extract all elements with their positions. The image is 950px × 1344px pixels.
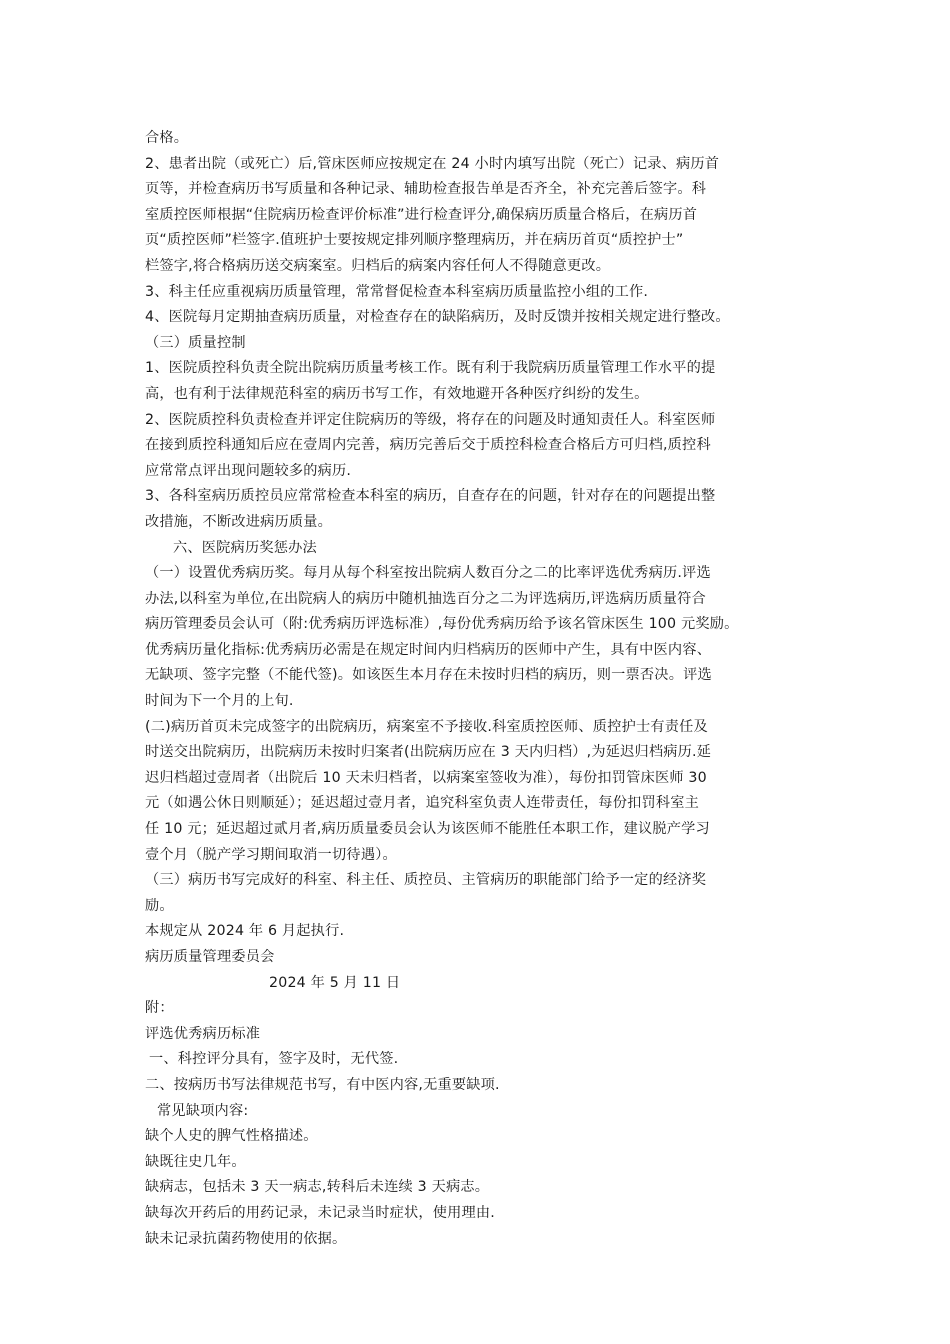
missing-item: 缺既往史几年。 [145,1153,246,1170]
text-line: （一）设置优秀病历奖。每月从每个科室按出院病人数百分之二的比率评选优秀病历.评选 [145,565,711,582]
text-line: 2、医院质控科负责检查并评定住院病历的等级，将存在的问题及时通知责任人。科室医师 [145,411,716,428]
text-line: 在接到质控科通知后应在壹周内完善，病历完善后交于质控科检查合格后方可归档,质控科 [145,437,711,454]
text-line: 4、医院每月定期抽查病历质量，对检查存在的缺陷病历，及时反馈并按相关规定进行整改。 [145,309,730,326]
text-line: 迟归档超过壹周者（出院后 10 天未归档者，以病案室签收为准），每份扣罚管床医师 30 [145,769,707,786]
missing-item: 缺未记录抗菌药物使用的依据。 [145,1230,347,1247]
text-line: 病历管理委员会认可（附:优秀病历评选标准）,每份优秀病历给予该名管床医生 100 元奖励。 [145,616,739,633]
text-line: 室质控医师根据“住院病历检查评价标准”进行检查评分,确保病历质量合格后，在病历首 [145,206,698,223]
missing-item: 缺每次开药后的用药记录，未记录当时症状，使用理由. [145,1204,496,1221]
text-line: 1、医院质控科负责全院出院病历质量考核工作。既有利于我院病历质量管理工作水平的提 [145,360,716,377]
text-line: 2、患者出院（或死亡）后,管床医师应按规定在 24 小时内填写出院（死亡）记录、病历首 [145,155,720,172]
document-body [145,126,825,1252]
missing-item: 缺个人史的脾气性格描述。 [145,1128,318,1145]
appendix-label: 附： [145,1000,174,1017]
text-line: 3、各科室病历质控员应常常检查本科室的病历，自查存在的问题，针对存在的问题提出整 [145,488,716,505]
text-line: 页“质控医师”栏签字.值班护士要按规定排列顺序整理病历，并在病历首页“质控护士” [145,232,684,249]
committee-name: 病历质量管理委员会 [145,949,275,965]
text-line: 改措施，不断改进病历质量。 [145,513,333,530]
text-line: (二)病历首页未完成签字的出院病历，病案室不予接收.科室质控医师、质控护士有责任及 [145,718,708,735]
missing-items-heading: 常见缺项内容: [157,1102,249,1119]
text-line: 无缺项、签字完整（不能代签)。如该医生本月存在未按时归档的病历，则一票否决。评选 [145,667,712,684]
text-line: 页等，并检查病历书写质量和各种记录、辅助检查报告单是否齐全，补充完善后签字。科 [145,181,707,198]
criteria-item: 二、按病历书写法律规范书写，有中医内容,无重要缺项. [145,1076,500,1093]
text-line: 励。 [145,897,174,914]
effective-date-line: 本规定从 2024 年 6 月起执行. [145,923,345,940]
text-line: 栏签字,将合格病历送交病案室。归档后的病案内容任何人不得随意更改。 [145,257,611,274]
signature-date: 2024 年 5 月 11 日 [269,974,401,991]
text-line: 高，也有利于法律规范科室的病历书写工作，有效地避开各种医疗纠纷的发生。 [145,385,649,402]
text-line: 3、科主任应重视病历质量管理，常常督促检查本科室病历质量监控小组的工作. [145,283,649,300]
appendix-title: 评选优秀病历标准 [145,1025,261,1042]
missing-item: 缺病志，包括未 3 天一病志,转科后未连续 3 天病志。 [145,1179,490,1196]
text-line: 元（如遇公休日则顺延）；延迟超过壹月者，追究科室负责人连带责任，每份扣罚科室主 [145,795,700,812]
text-line: 壹个月（脱产学习期间取消一切待遇）。 [145,846,397,863]
criteria-item: 一、科控评分具有，签字及时，无代签. [149,1051,399,1068]
section-heading: 六、医院病历奖惩办法 [173,539,317,556]
text-line: 办法,以科室为单位,在出院病人的病历中随机抽选百分之二为评选病历,评选病历质量符合 [145,590,706,607]
text-line: 任 10 元；延迟超过贰月者,病历质量委员会认为该医师不能胜任本职工作，建议脱产学习 [145,821,710,838]
text-line: 合格。 [145,130,189,146]
text-line: 优秀病历量化指标:优秀病历必需是在规定时间内归档病历的医师中产生，具有中医内容、 [145,641,712,658]
text-line: （三）病历书写完成好的科室、科主任、质控员、主管病历的职能部门给予一定的经济奖 [145,872,707,889]
text-line: 应常常点评出现问题较多的病历. [145,462,352,479]
text-line: 时送交出院病历，出院病历未按时归案者(出院病历应在 3 天内归档）,为延迟归档病历.延 [145,744,712,761]
text-line: 时间为下一个月的上旬. [145,693,294,710]
section-heading: （三）质量控制 [145,334,246,351]
